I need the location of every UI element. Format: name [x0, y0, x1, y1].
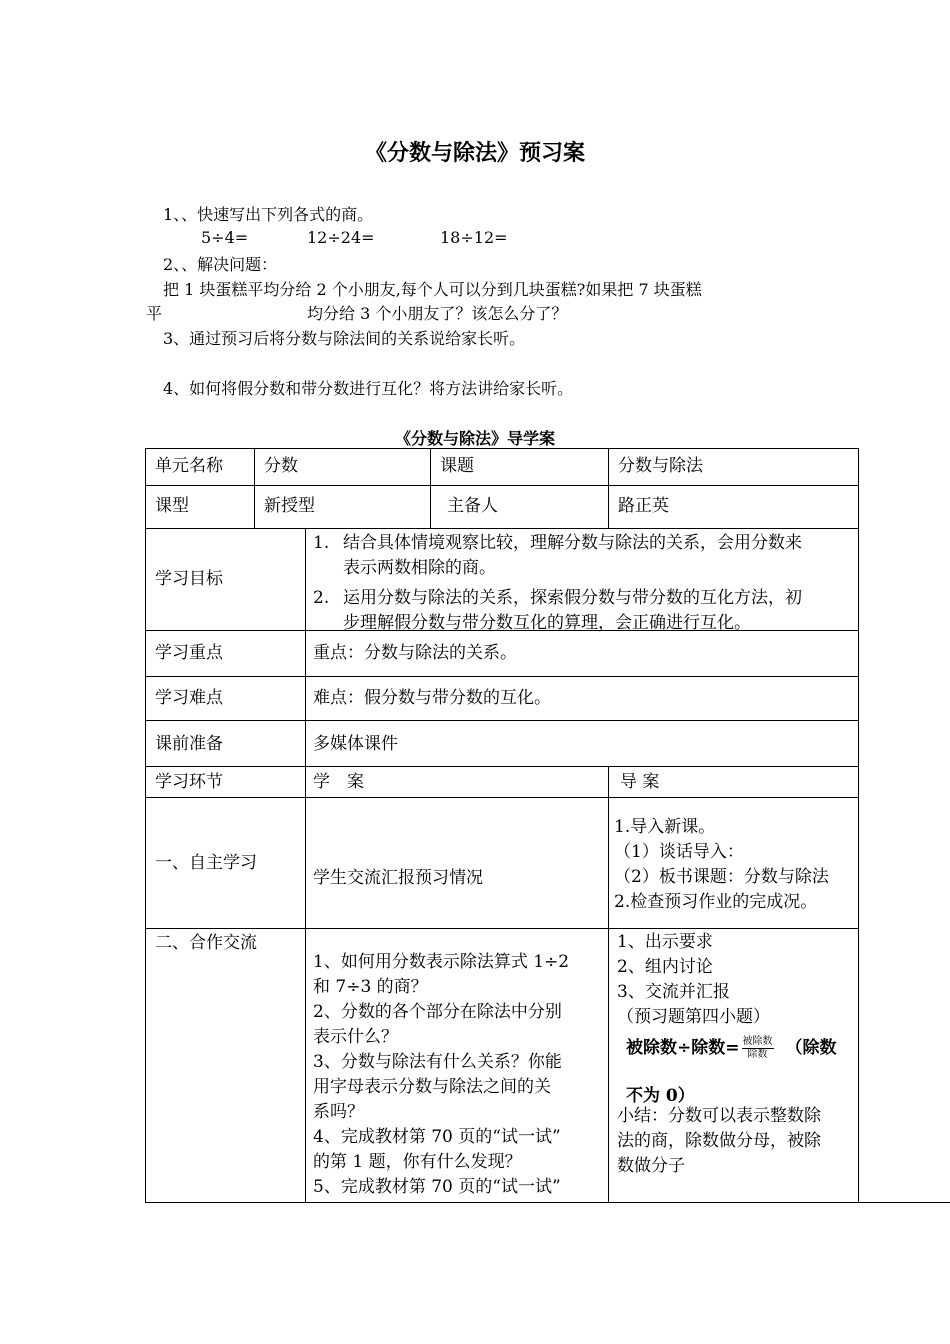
teacher-step: （2）板书课题：分数与除法	[614, 867, 829, 887]
question-line: 系吗？	[313, 1102, 364, 1122]
cell-difficulty-label: 学习难点	[155, 688, 223, 708]
cell-unit-label: 单元名称	[155, 456, 223, 476]
teacher-step: （1）谈话导入：	[614, 842, 744, 862]
goal-text: 结合具体情境观察比较，理解分数与除法的关系，会用分数来	[343, 533, 802, 553]
guide-title: 《分数与除法》导学案	[394, 429, 555, 448]
table-border	[608, 448, 609, 528]
preview-q4: 4、如何将假分数和带分数进行互化？将方法讲给家长听。	[163, 379, 574, 398]
cell-topic-value: 分数与除法	[618, 456, 703, 476]
formula	[626, 1033, 837, 1061]
table-border	[430, 448, 431, 528]
teacher-step: 3、交流并汇报	[617, 982, 730, 1002]
formula-right: （除数	[785, 1038, 837, 1058]
table-border	[858, 448, 859, 1203]
cell-focus-label: 学习重点	[155, 643, 223, 663]
preview-q2-text: 平	[146, 304, 163, 323]
preview-q2: 2、、解决问题：	[163, 255, 278, 274]
goal-text: 运用分数与除法的关系，探索假分数与带分数的互化方法，初	[343, 588, 802, 608]
table-border	[859, 1202, 950, 1203]
table-border	[145, 1202, 859, 1203]
table-border	[145, 720, 859, 721]
goal-number: 2.	[313, 588, 330, 608]
question-line: 4、完成教材第 70 页的“试一试”	[313, 1127, 561, 1147]
page-title: 《分数与除法》预习案	[364, 140, 585, 166]
table-border	[145, 448, 146, 1203]
table-border	[145, 485, 859, 486]
table-border	[145, 928, 859, 929]
table-border	[608, 766, 609, 1203]
goal-text: 表示两数相除的商。	[343, 558, 496, 578]
preview-q1-item: 12÷24=	[307, 228, 375, 247]
student-plan-1: 学生交流汇报预习情况	[313, 868, 483, 888]
cell-prep-label: 课前准备	[155, 734, 223, 754]
preview-q1: 1、、快速写出下列各式的商。	[163, 205, 374, 224]
question-line: 3、分数与除法有什么关系？你能	[313, 1052, 562, 1072]
stage-cooperation: 二、合作交流	[155, 933, 257, 953]
question-line: 表示什么？	[313, 1027, 398, 1047]
question-line: 1、如何用分数表示除法算式 1÷2	[313, 952, 570, 972]
preview-q2-text: 均分给 3 个小朋友了？该怎么分了？	[307, 304, 568, 323]
col-header-stage: 学习环节	[155, 772, 223, 792]
preview-q3: 3、通过预习后将分数与除法间的关系说给家长听。	[163, 329, 526, 348]
cell-type-value: 新授型	[264, 496, 315, 516]
table-border	[254, 448, 255, 528]
cell-difficulty-value: 难点：假分数与带分数的互化。	[313, 688, 551, 708]
table-border	[145, 448, 859, 449]
summary	[617, 1104, 821, 1179]
teacher-step: （预习题第四小题）	[617, 1007, 770, 1027]
summary-line: 小结：分数可以表示整数除	[617, 1106, 821, 1126]
goal-item	[313, 586, 853, 636]
table-border	[145, 676, 859, 677]
question-line: 2、分数的各个部分在除法中分别	[313, 1002, 562, 1022]
teacher-step: 1、出示要求	[617, 932, 713, 952]
goal-number: 1.	[313, 533, 330, 553]
cell-preparer-label: 主备人	[447, 496, 498, 516]
summary-line: 数做分子	[617, 1156, 685, 1176]
question-line: 和 7÷3 的商？	[313, 977, 428, 997]
cell-prep-value: 多媒体课件	[313, 734, 398, 754]
teacher-plan-2	[617, 930, 770, 1030]
preview-q1-item: 18÷12=	[440, 228, 508, 247]
cell-goals-label: 学习目标	[155, 569, 223, 589]
fraction	[742, 1036, 774, 1061]
student-plan-2	[313, 950, 569, 1200]
table-border	[145, 766, 859, 767]
cell-preparer-value: 路正英	[618, 496, 669, 516]
fraction-numerator: 被除数	[742, 1036, 773, 1047]
question-line: 的第 1 题，你有什么发现？	[313, 1152, 522, 1172]
preview-q2-text: 把 1 块蛋糕平均分给 2 个小朋友,每个人可以分到几块蛋糕?如果把 7 块蛋糕	[163, 280, 702, 299]
summary-line: 法的商，除数做分母，被除	[617, 1131, 821, 1151]
formula-condition: 不为 0）	[626, 1086, 695, 1106]
goal-item	[313, 531, 853, 581]
cell-type-label: 课型	[155, 496, 189, 516]
fraction-denominator: 除数	[747, 1049, 768, 1060]
formula-left: 被除数÷除数=	[626, 1038, 740, 1058]
teacher-step: 2.检查预习作业的完成况。	[614, 892, 818, 912]
cell-focus-value: 重点：分数与除法的关系。	[313, 643, 517, 663]
cell-topic-label: 课题	[440, 456, 474, 476]
cell-unit-value: 分数	[264, 456, 298, 476]
question-line: 用字母表示分数与除法之间的关	[313, 1077, 551, 1097]
teacher-step: 1.导入新课。	[614, 817, 716, 837]
col-header-student: 学 案	[313, 772, 364, 792]
col-header-teacher: 导 案	[620, 772, 660, 792]
stage-self-study: 一、自主学习	[155, 853, 257, 873]
question-line: 5、完成教材第 70 页的“试一试”	[313, 1177, 561, 1197]
table-border	[145, 528, 859, 529]
preview-q1-item: 5÷4=	[201, 228, 249, 247]
teacher-plan-1	[614, 815, 829, 915]
goal-text: 步理解假分数与带分数互化的算理，会正确进行互化。	[343, 613, 751, 633]
table-border	[305, 528, 306, 1203]
teacher-step: 2、组内讨论	[617, 957, 713, 977]
goals-list	[313, 531, 853, 636]
table-border	[145, 797, 859, 798]
